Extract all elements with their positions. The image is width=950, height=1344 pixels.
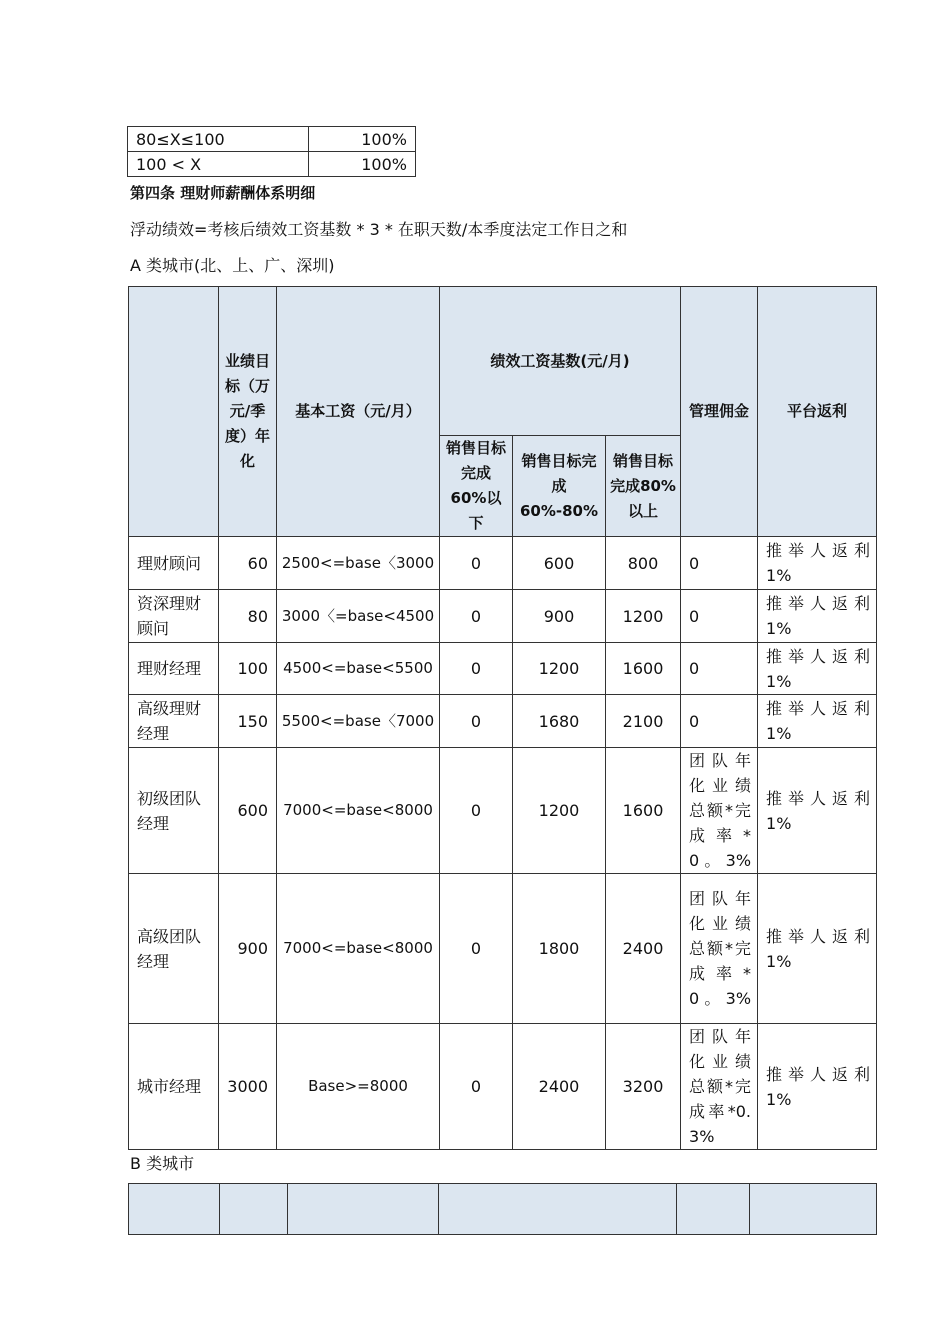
- base-salary-cell: 3000〈=base<4500: [277, 590, 440, 643]
- base-salary-cell: 4500<=base<5500: [277, 643, 440, 695]
- target-cell: 600: [219, 748, 277, 874]
- perf-60-80-cell: 1200: [513, 748, 606, 874]
- base-salary-cell: 2500<=base〈3000: [277, 537, 440, 590]
- platform-rebate-cell: 推举人返利1%: [758, 695, 877, 748]
- header-row: [129, 287, 877, 436]
- header-cell: [677, 1184, 750, 1235]
- mgmt-commission-cell: 团队年化业绩总额*完成率*0.3%: [681, 1024, 758, 1150]
- ratio-cell: 100%: [308, 152, 415, 177]
- ratio-cell: 100%: [308, 127, 415, 152]
- platform-rebate-cell: 推举人返利1%: [758, 643, 877, 695]
- header-cell: [439, 1184, 677, 1235]
- table-row: [129, 748, 877, 874]
- header-cell: [750, 1184, 877, 1235]
- position-cell: 初级团队经理: [129, 748, 219, 874]
- perf-below60-cell: 0: [440, 874, 513, 1024]
- perf-below60-cell: 0: [440, 643, 513, 695]
- target-header: 业绩目标（万元/季度）年化: [219, 287, 277, 537]
- target-cell: 3000: [219, 1024, 277, 1150]
- mgmt-commission-cell: 团队年化业绩总额*完成率*0。3%: [681, 874, 758, 1024]
- perf-above80-cell: 1600: [606, 748, 681, 874]
- table-row: [128, 152, 416, 177]
- platform-rebate-cell: 推举人返利1%: [758, 590, 877, 643]
- platform-rebate-cell: 推举人返利1%: [758, 1024, 877, 1150]
- base-salary-cell: Base>=8000: [277, 1024, 440, 1150]
- perf-below60-cell: 0: [440, 590, 513, 643]
- perf-above80-cell: 800: [606, 537, 681, 590]
- header-row: [129, 1184, 877, 1235]
- city-b-label: B 类城市: [130, 1154, 195, 1173]
- table-row: [129, 1024, 877, 1150]
- perf-above80-cell: 2100: [606, 695, 681, 748]
- threshold-table: [127, 126, 416, 177]
- salary-table-a: [128, 286, 877, 1150]
- perf-above80-cell: 2400: [606, 874, 681, 1024]
- mgmt-commission-cell: 0: [681, 537, 758, 590]
- base-salary-header: 基本工资（元/月）: [277, 287, 440, 537]
- perf-above80-cell: 3200: [606, 1024, 681, 1150]
- table-row: [129, 590, 877, 643]
- perf-60-80-cell: 1800: [513, 874, 606, 1024]
- position-cell: 理财顾问: [129, 537, 219, 590]
- mgmt-commission-cell: 0: [681, 643, 758, 695]
- table-row: [129, 874, 877, 1024]
- perf-below60-cell: 0: [440, 537, 513, 590]
- perf-above80-cell: 1200: [606, 590, 681, 643]
- perf-60-80-cell: 1680: [513, 695, 606, 748]
- position-cell: 高级团队经理: [129, 874, 219, 1024]
- position-cell: 资深理财顾问: [129, 590, 219, 643]
- position-cell: 理财经理: [129, 643, 219, 695]
- mgmt-commission-header: 管理佣金: [681, 287, 758, 537]
- position-header: [129, 287, 219, 537]
- table-row: [128, 127, 416, 152]
- mgmt-commission-cell: 0: [681, 590, 758, 643]
- perf-below60-cell: 0: [440, 695, 513, 748]
- platform-rebate-cell: 推举人返利1%: [758, 537, 877, 590]
- header-cell: [220, 1184, 288, 1235]
- perf-60-80-cell: 900: [513, 590, 606, 643]
- base-salary-cell: 7000<=base<8000: [277, 748, 440, 874]
- position-cell: 城市经理: [129, 1024, 219, 1150]
- perf-60-80-cell: 600: [513, 537, 606, 590]
- table-row: [129, 695, 877, 748]
- position-cell: 高级理财经理: [129, 695, 219, 748]
- header-cell: [288, 1184, 439, 1235]
- platform-rebate-cell: 推举人返利1%: [758, 874, 877, 1024]
- mgmt-commission-cell: 团队年化业绩总额*完成率*0。3%: [681, 748, 758, 874]
- perf-above80-cell: 1600: [606, 643, 681, 695]
- target-cell: 80: [219, 590, 277, 643]
- platform-rebate-cell: 推举人返利1%: [758, 748, 877, 874]
- target-cell: 900: [219, 874, 277, 1024]
- mgmt-commission-cell: 0: [681, 695, 758, 748]
- perf-below60-cell: 0: [440, 1024, 513, 1150]
- target-cell: 100: [219, 643, 277, 695]
- header-cell: [129, 1184, 220, 1235]
- base-salary-cell: 7000<=base<8000: [277, 874, 440, 1024]
- perf-60-80-header: 销售目标完成60%-80%: [513, 436, 606, 537]
- target-cell: 150: [219, 695, 277, 748]
- range-cell: 100 < X: [128, 152, 309, 177]
- platform-rebate-header: 平台返利: [758, 287, 877, 537]
- city-a-label: A 类城市(北、上、广、深圳): [130, 256, 335, 275]
- perf-60-80-cell: 1200: [513, 643, 606, 695]
- performance-header: 绩效工资基数(元/月): [440, 287, 681, 436]
- perf-below60-cell: 0: [440, 748, 513, 874]
- formula-text: 浮动绩效=考核后绩效工资基数 * 3 * 在职天数/本季度法定工作日之和: [130, 220, 628, 239]
- base-salary-cell: 5500<=base〈7000: [277, 695, 440, 748]
- perf-60-80-cell: 2400: [513, 1024, 606, 1150]
- salary-table-b: [128, 1183, 877, 1235]
- table-row: [129, 537, 877, 590]
- target-cell: 60: [219, 537, 277, 590]
- range-cell: 80≤X≤100: [128, 127, 309, 152]
- perf-above80-header: 销售目标完成80%以上: [606, 436, 681, 537]
- section-heading: 第四条 理财师薪酬体系明细: [130, 184, 316, 202]
- table-row: [129, 643, 877, 695]
- perf-below60-header: 销售目标完成60%以下: [440, 436, 513, 537]
